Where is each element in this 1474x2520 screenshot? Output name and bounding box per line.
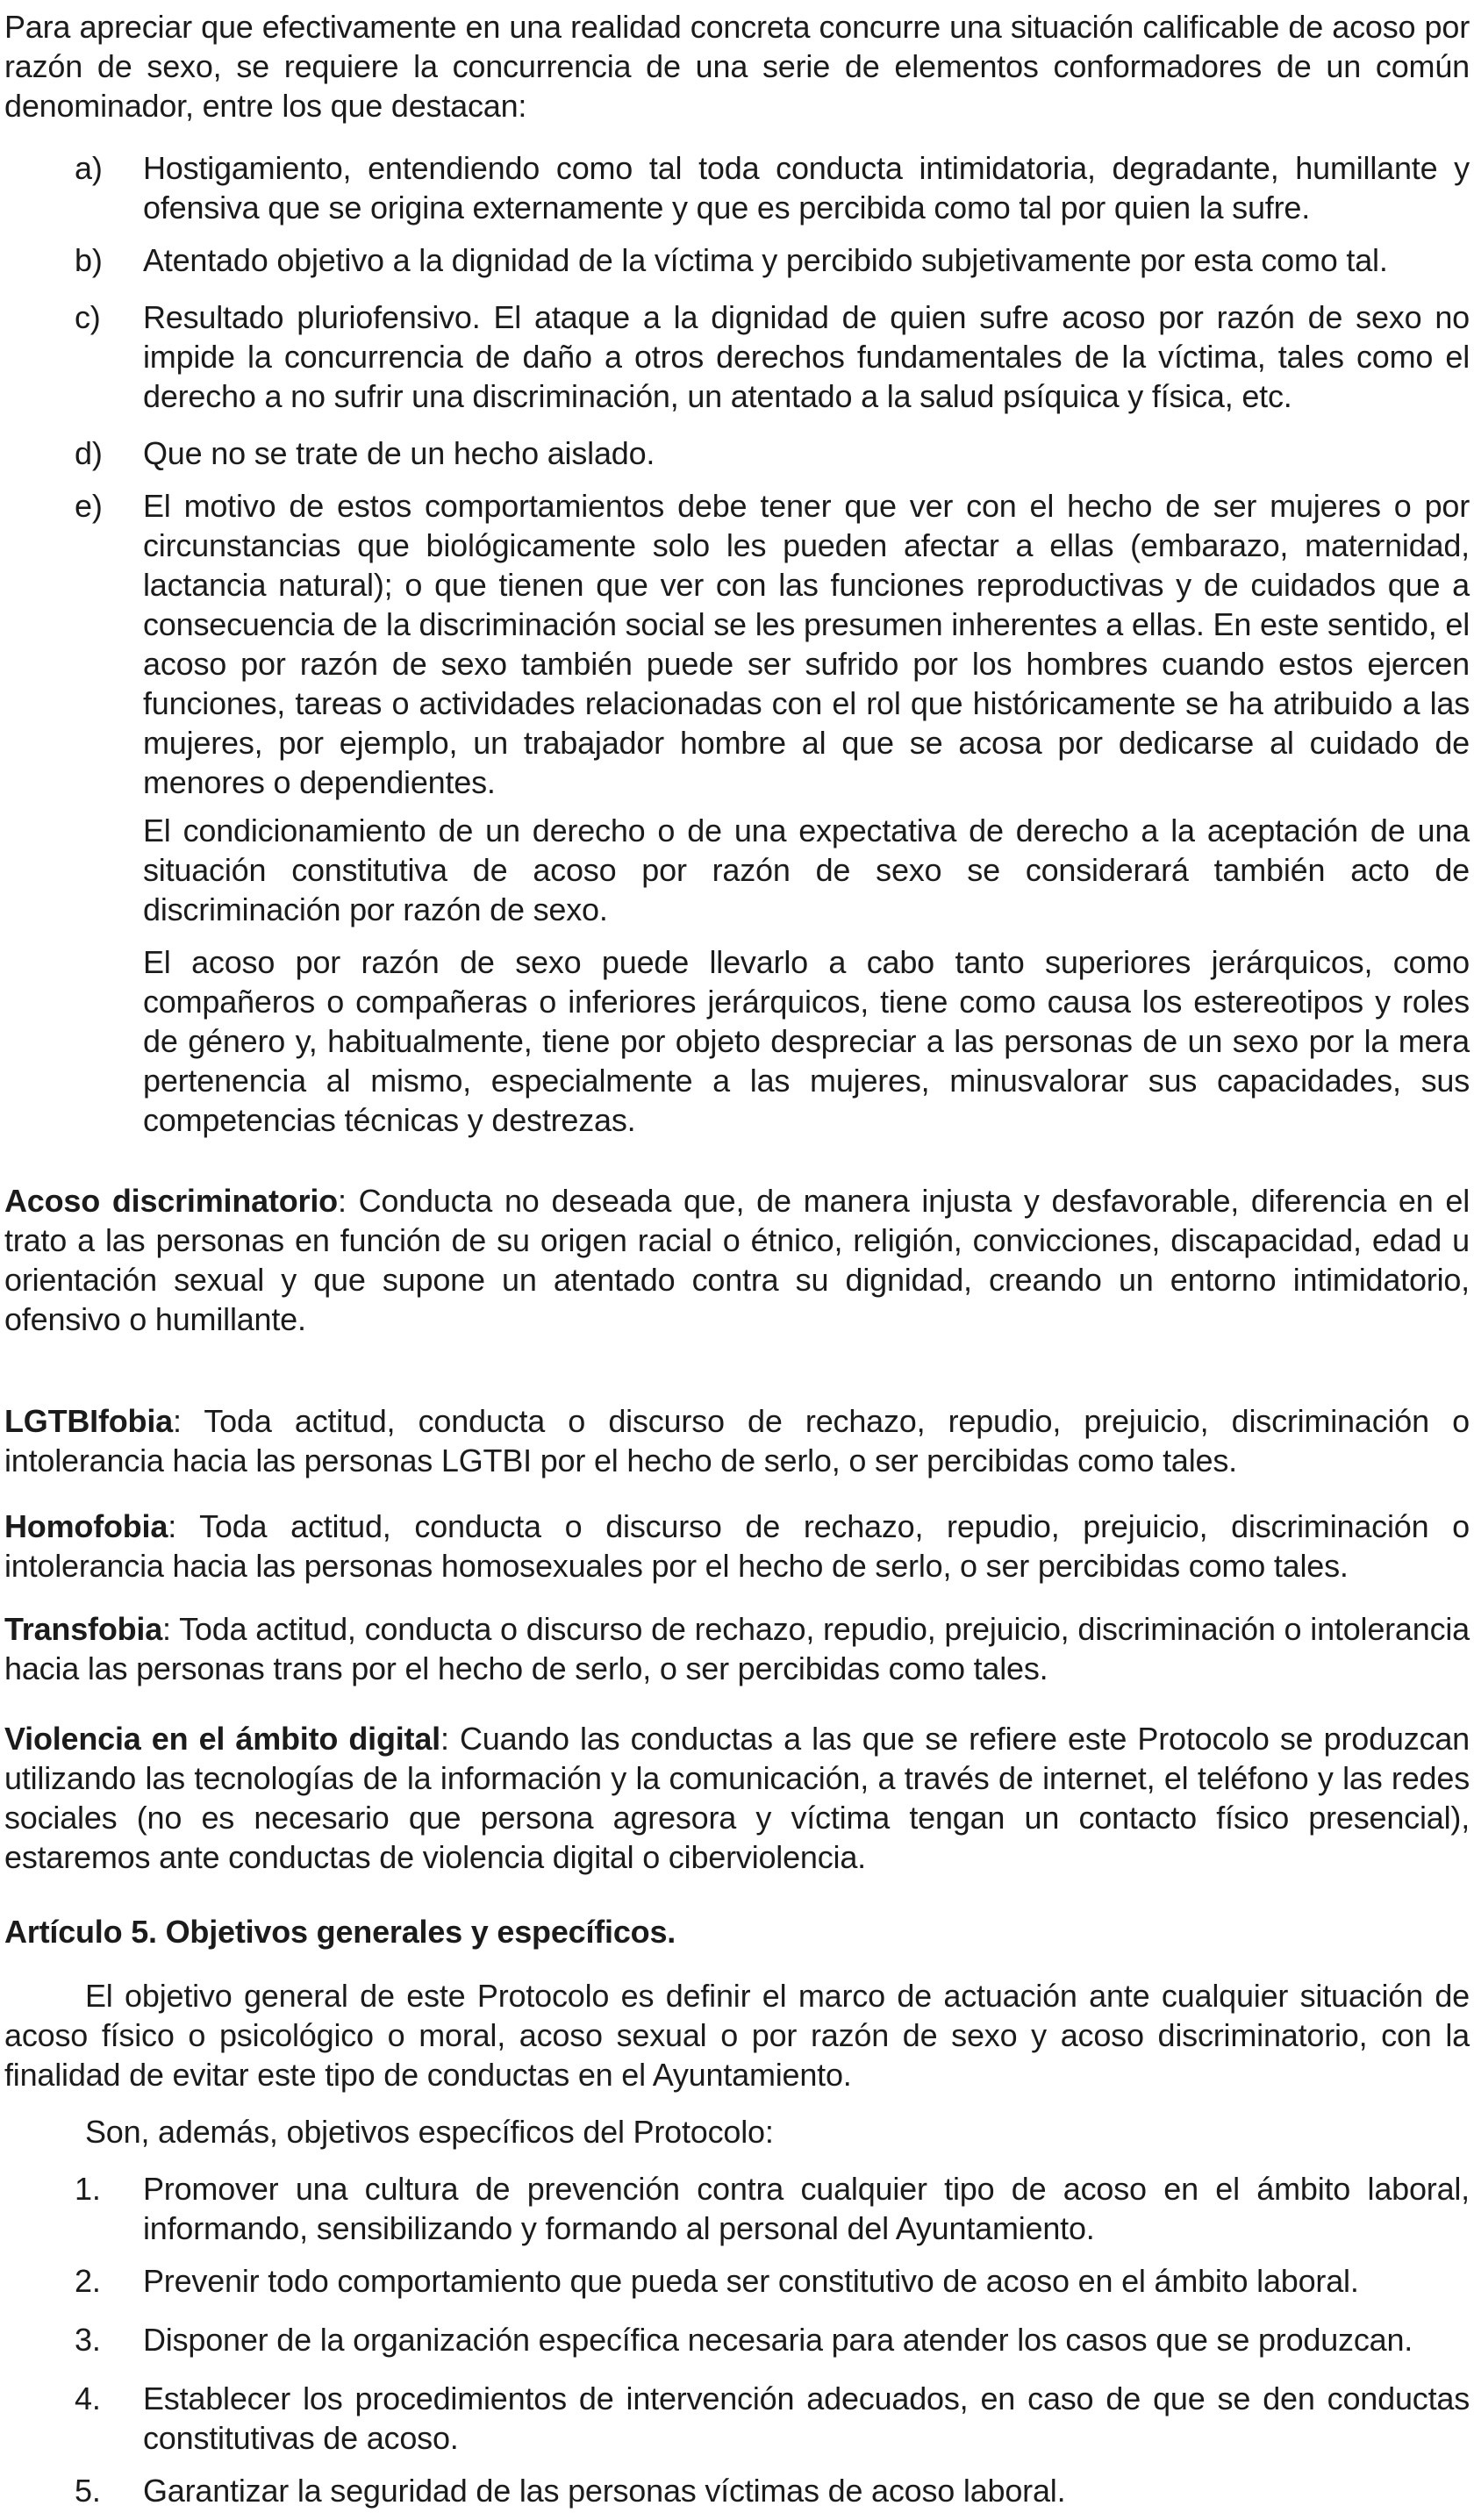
- definition-text: Toda actitud, conducta o discurso de rechazo, repudio, prejuicio, discriminación o intolerancia hacia las personas trans por el hecho de serlo, o ser percibidas como tales.: [4, 1611, 1470, 1686]
- lettered-item-c-text: Resultado pluriofensivo. El ataque a la dignidad de quien sufre acoso por razón de sexo no impide la concurrencia de daño a otros derechos fundamentales de la víctima, tales como el derecho a no sufrir una discriminación, un atentado a la salud psíquica y física, etc.: [143, 299, 1470, 414]
- numbered-item-1: [4, 2169, 1470, 2248]
- list-marker-1: 1.: [75, 2171, 101, 2207]
- article-heading: Artículo 5. Objetivos generales y específicos.: [4, 1914, 676, 1950]
- definition-text: Cuando las conductas a las que se refiere este Protocolo se produzcan utilizando las tecnologías de la información y la comunicación, a través de internet, el teléfono y las redes sociales (no es necesario que persona agresora y víctima tengan un contacto físico presencial), estaremos ante conductas de violencia digital o ciberviolencia.: [4, 1721, 1470, 1875]
- definition-term: LGTBIfobia: [4, 1403, 173, 1439]
- continuation-paragraph-1: El condicionamiento de un derecho o de una expectativa de derecho a la aceptación de una situación constitutiva de acoso por razón de sexo se considerará también acto de discriminación por razón de sexo.: [143, 813, 1470, 927]
- numbered-item-4-text: Establecer los procedimientos de intervención adecuados, en caso de que se den conductas constitutivas de acoso.: [143, 2380, 1470, 2456]
- lettered-item-e-text: El motivo de estos comportamientos debe tener que ver con el hecho de ser mujeres o por circunstancias que biológicamente solo les pueden afectar a ellas (embarazo, maternidad, lactancia natural); o que tienen que ver con las funciones reproductivas y de cuidados que a consecuencia de la discriminación social se les presumen inherentes a ellas. En este sentido, el acoso por razón de sexo también puede ser sufrido por los hombres cuando estos ejercen funciones, tareas o actividades relacionadas con el rol que históricamente se ha atribuido a las mujeres, por ejemplo, un trabajador hombre al que se acosa por dedicarse al cuidado de menores o dependientes.: [143, 488, 1470, 800]
- list-marker-c: c): [75, 299, 101, 335]
- numbered-item-4: [4, 2379, 1470, 2458]
- definition-separator: :: [168, 1508, 200, 1544]
- numbered-item-5-text: Garantizar la seguridad de las personas víctimas de acoso laboral.: [143, 2473, 1066, 2509]
- lettered-item-e: [4, 486, 1470, 802]
- numbered-item-3-text: Disponer de la organización específica necesaria para atender los casos que se produzcan.: [143, 2322, 1413, 2358]
- definition-separator: :: [337, 1183, 359, 1219]
- definition-homofobia: [4, 1507, 1470, 1586]
- definition-transfobia: [4, 1609, 1470, 1688]
- definition-separator: :: [440, 1721, 460, 1757]
- lettered-item-c: [4, 297, 1470, 416]
- numbered-item-3: [4, 2320, 1470, 2359]
- lettered-item-d: [4, 433, 1470, 473]
- list-marker-4: 4.: [75, 2380, 101, 2416]
- numbered-item-5: [4, 2471, 1470, 2510]
- list-marker-e: e): [75, 488, 103, 524]
- continuation-paragraph-2: El acoso por razón de sexo puede llevarlo a cabo tanto superiores jerárquicos, como compañeros o compañeras o inferiores jerárquicos, tiene como causa los estereotipos y roles de género y, habitualmente, tiene por objeto despreciar a las personas de un sexo por la mera pertenencia al mismo, especialmente a las mujeres, minusvalorar sus capacidades, sus competencias técnicas y destrezas.: [143, 944, 1470, 1138]
- definition-term: Homofobia: [4, 1508, 168, 1544]
- definition-term: Transfobia: [4, 1611, 163, 1647]
- list-marker-a: a): [75, 150, 103, 186]
- list-marker-2: 2.: [75, 2263, 101, 2299]
- definition-text: Toda actitud, conducta o discurso de rechazo, repudio, prejuicio, discriminación o intolerancia hacia las personas homosexuales por el hecho de serlo, o ser percibidas como tales.: [4, 1508, 1470, 1584]
- definition-lgtbifobia: [4, 1401, 1470, 1480]
- intro-paragraph: Para apreciar que efectivamente en una realidad concreta concurre una situación calificable de acoso por razón de sexo, se requiere la concurrencia de una serie de elementos conformadores de un común denominador, entre los que destacan:: [4, 9, 1470, 124]
- definition-acoso-discriminatorio: [4, 1181, 1470, 1339]
- definition-violencia-digital: [4, 1719, 1470, 1877]
- definition-text: Conducta no deseada que, de manera injusta y desfavorable, diferencia en el trato a las personas en función de su origen racial o étnico, religión, convicciones, discapacidad, edad u orientación sexual y que supone un atentado contra su dignidad, creando un entorno intimidatorio, ofensivo o humillante.: [4, 1183, 1470, 1337]
- list-marker-3: 3.: [75, 2322, 101, 2358]
- definition-term: Violencia en el ámbito digital: [4, 1721, 440, 1757]
- lettered-item-a-text: Hostigamiento, entendiendo como tal toda conducta intimidatoria, degradante, humillante y ofensiva que se origina externamente y que es percibida como tal por quien la sufre.: [143, 150, 1470, 226]
- lettered-item-d-text: Que no se trate de un hecho aislado.: [143, 435, 655, 471]
- definition-separator: :: [172, 1403, 204, 1439]
- lettered-item-b: [4, 240, 1470, 280]
- definition-text: Toda actitud, conducta o discurso de rechazo, repudio, prejuicio, discriminación o intolerancia hacia las personas LGTBI por el hecho de serlo, o ser percibidas como tales.: [4, 1403, 1470, 1478]
- definition-separator: :: [162, 1611, 180, 1647]
- lettered-item-a: [4, 148, 1470, 227]
- numbered-item-2: [4, 2261, 1470, 2301]
- list-marker-d: d): [75, 435, 103, 471]
- list-marker-b: b): [75, 242, 103, 278]
- list-marker-5: 5.: [75, 2473, 101, 2509]
- numbered-item-1-text: Promover una cultura de prevención contra cualquier tipo de acoso en el ámbito laboral, informando, sensibilizando y formando al personal del Ayuntamiento.: [143, 2171, 1470, 2246]
- numbered-item-2-text: Prevenir todo comportamiento que pueda ser constitutivo de acoso en el ámbito laboral.: [143, 2263, 1359, 2299]
- objective-paragraph: El objetivo general de este Protocolo es definir el marco de actuación ante cualquier situación de acoso físico o psicológico o moral, acoso sexual o por razón de sexo y acoso discriminatorio, con la finalidad de evitar este tipo de conductas en el Ayuntamiento.: [4, 1978, 1470, 2093]
- lettered-item-b-text: Atentado objetivo a la dignidad de la víctima y percibido subjetivamente por esta como tal.: [143, 242, 1388, 278]
- specific-objectives-intro: Son, además, objetivos específicos del Protocolo:: [85, 2114, 774, 2150]
- definition-term: Acoso discriminatorio: [4, 1183, 338, 1219]
